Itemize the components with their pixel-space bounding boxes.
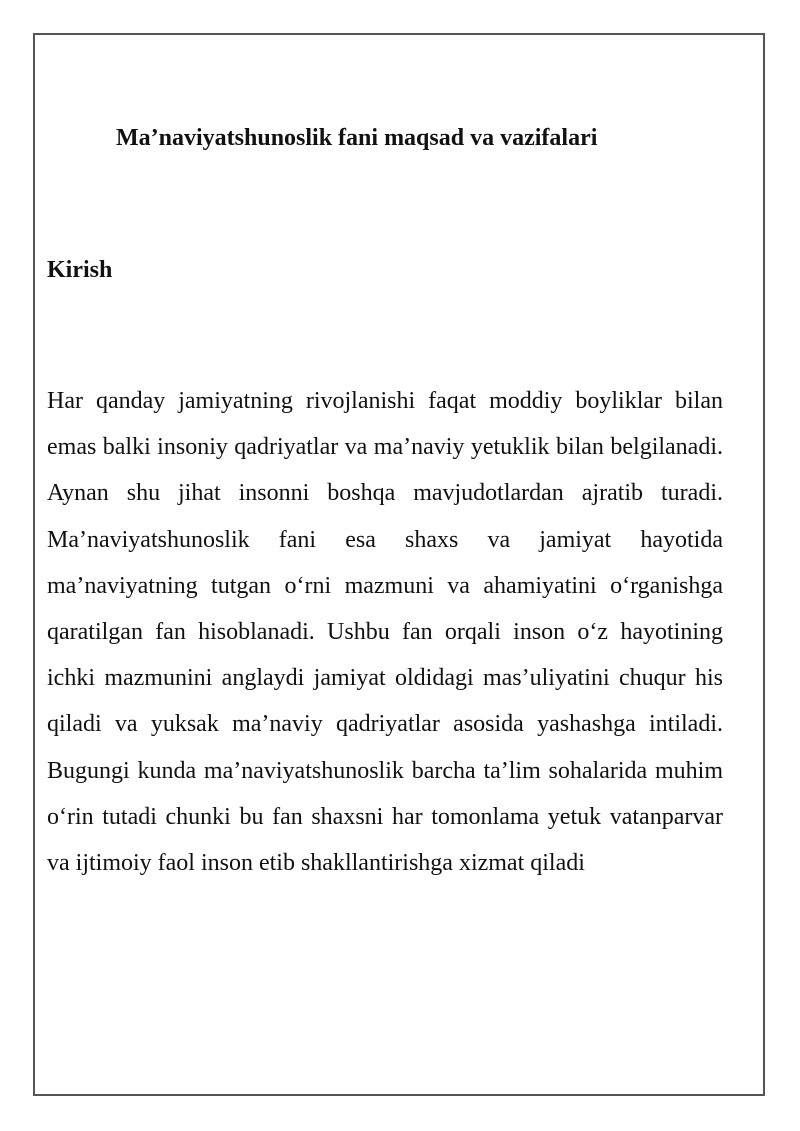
document-title: Ma’naviyatshunoslik fani maqsad va vazifalari <box>116 125 598 151</box>
body-paragraph: Har qanday jamiyatning rivojlanishi faqat moddiy boyliklar bilan emas balki insoniy qadriyatlar va ma’naviy yetuklik bilan belgilanadi. Aynan shu jihat insonni boshqa mavjudotlardan ajratib turadi. Ma’naviyatshunoslik fani esa shaxs va jamiyat hayotida ma’naviyatning tutgan o‘rni mazmuni va ahamiyatini o‘rganishga qaratilgan fan hisoblanadi. Ushbu fan orqali inson o‘z hayotining ichki mazmunini anglaydi jamiyat oldidagi mas’uliyatini chuqur his qiladi va yuksak ma’naviy qadriyatlar asosida yashashga intiladi. Bugungi kunda ma’naviyatshunoslik barcha ta’lim sohalarida muhim o‘rin tutadi chunki bu fan shaxsni har tomonlama yetuk vatanparvar va ijtimoiy faol inson etib shakllantirishga xizmat qiladi <box>47 388 723 877</box>
section-heading-kirish: Kirish <box>47 257 113 283</box>
